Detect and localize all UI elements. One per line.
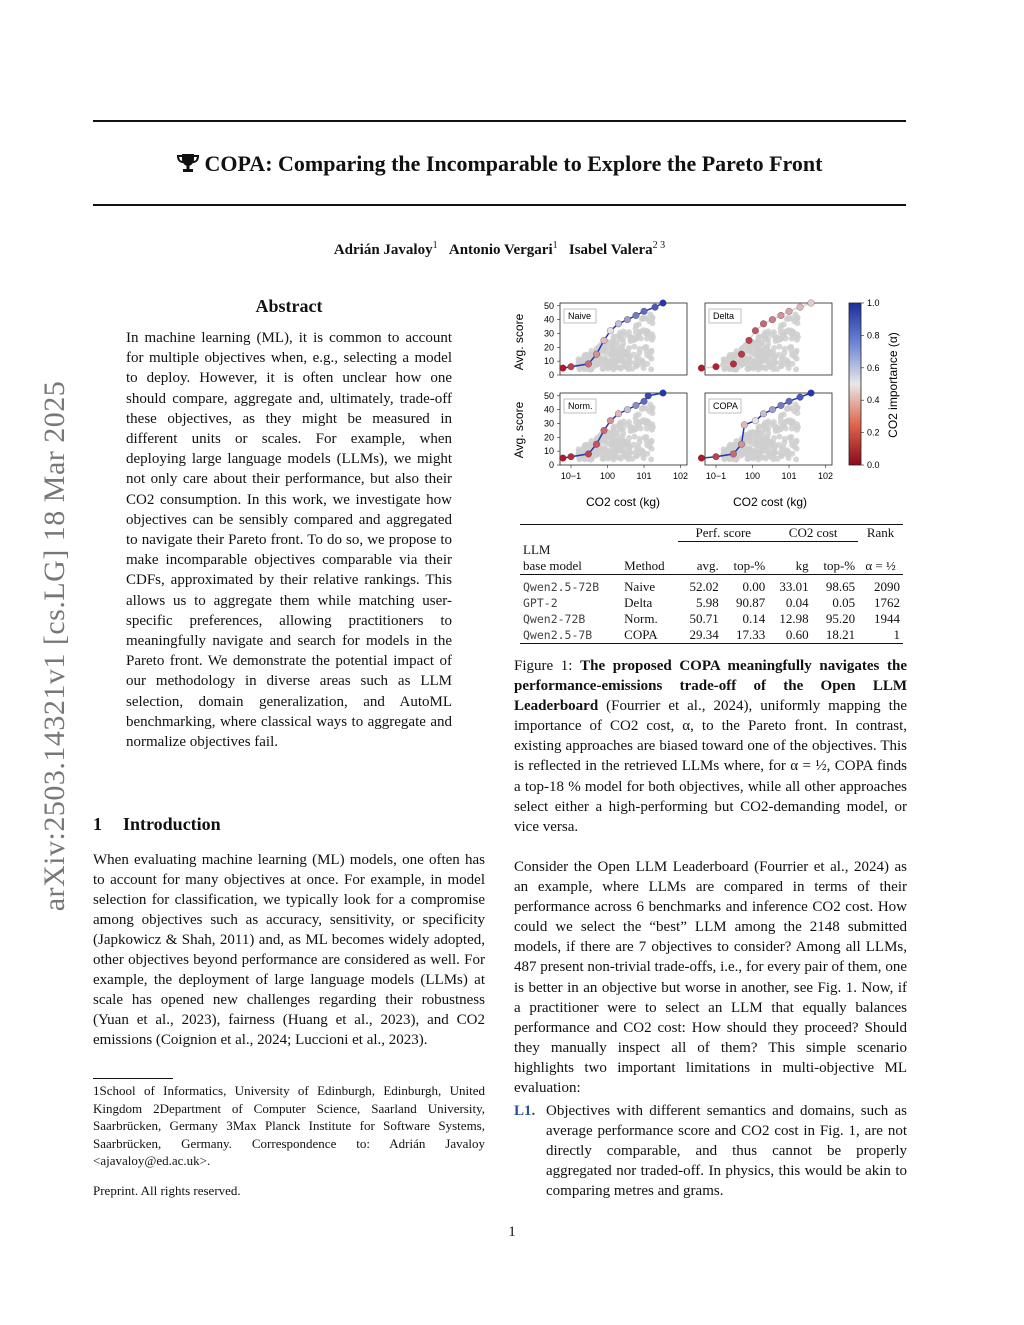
- pareto-point: [607, 327, 614, 334]
- cell-method: Delta: [624, 595, 653, 610]
- cloud-point: [593, 453, 599, 459]
- cell-top-pct: 0.00: [742, 579, 766, 594]
- y-tick-label: 50: [543, 390, 554, 401]
- cell-rank: 1: [893, 627, 900, 642]
- author: Isabel Valera: [568, 242, 653, 258]
- cloud-point: [779, 446, 785, 452]
- table-row: [520, 611, 903, 627]
- pareto-point: [738, 351, 745, 358]
- colorbar-tick-label: 0.4: [867, 395, 880, 406]
- x-tick-label: 100: [600, 471, 616, 481]
- list-text: Objectives with different semantics and domains, such as average performance score and CO2 cost in Fig. 1, are not directly comparable, and thus cannot be properly aggregated nor traded-off. In physics, this would be akin to comparing metres and grams.: [546, 1103, 907, 1200]
- cloud-point: [774, 456, 780, 462]
- y-tick-label: 50: [543, 300, 554, 311]
- cloud-point: [793, 439, 799, 445]
- preprint-notice: Preprint. All rights reserved.: [93, 1183, 241, 1198]
- body-paragraph: Consider the Open LLM Leaderboard (Fourrier et al., 2024) as an example, where LLMs are compared in terms of their performance across 6 benchmarks and inference CO2 cost. How could we select the “best” LLM among the 2148 submitted models, if there are 7 objectives to consider? Among all LLMs, 487 present non-trivial trade-offs, i.e., for every pair of them, one is better in an objective but worse in another, see Fig. 1. Now, if a practitioner were to select an LLM that equally balances performance and CO2 cost: How should they proceed? Should they manually inspect all of them? This simple scenario highlights two important limitations in multi-objective ML evaluation:: [514, 859, 907, 1097]
- pareto-point: [786, 398, 793, 405]
- pareto-point: [752, 327, 759, 334]
- pareto-point: [633, 312, 640, 319]
- cloud-point: [619, 434, 625, 440]
- pareto-point: [601, 337, 608, 344]
- cloud-point: [794, 320, 800, 326]
- cloud-point: [774, 335, 780, 341]
- pareto-point: [593, 441, 600, 448]
- cloud-point: [794, 410, 800, 416]
- pareto-point: [778, 402, 785, 409]
- cloud-point: [637, 419, 643, 425]
- cloud-point: [650, 405, 656, 411]
- cell-top-pct: 0.14: [742, 611, 766, 626]
- colorbar-tick-label: 0.6: [867, 362, 880, 373]
- pareto-point: [615, 320, 622, 327]
- author-affiliation: 1: [432, 240, 438, 251]
- cloud-point: [763, 426, 769, 432]
- cloud-point: [793, 456, 799, 462]
- caption-bold: The proposed COPA meaningfully navigates the performance-emissions trade-off of the Open LLM Leaderboard: [514, 658, 908, 715]
- cloud-point: [649, 410, 655, 416]
- cell-model: Qwen2.5-72B: [523, 580, 600, 594]
- cloud-point: [631, 434, 637, 440]
- table-row: [520, 595, 903, 611]
- cloud-point: [629, 335, 635, 341]
- cloud-point: [643, 421, 649, 427]
- cloud-point: [639, 316, 645, 322]
- x-tick-label: 10−1: [705, 471, 727, 481]
- pareto-point: [568, 363, 575, 370]
- cell-top-pct: 18.21: [825, 627, 856, 642]
- arxiv-identifier[interactable]: arXiv:2503.14321v1 [cs.LG] 18 Mar 2025: [38, 380, 71, 912]
- cloud-point: [779, 356, 785, 362]
- header-alpha: α = ½: [865, 558, 896, 573]
- pareto-point: [568, 453, 575, 460]
- pareto-point: [698, 365, 705, 372]
- cell-method: COPA: [624, 627, 658, 642]
- pareto-point: [808, 390, 815, 397]
- pareto-point: [645, 392, 652, 399]
- author-list: [93, 240, 906, 259]
- cloud-point: [745, 448, 751, 454]
- pareto-point: [730, 451, 737, 458]
- cloud-point: [618, 426, 624, 432]
- pareto-point: [797, 394, 804, 401]
- paper-title: [93, 151, 906, 177]
- cloud-point: [767, 362, 773, 368]
- cell-model: GPT-2: [523, 596, 558, 610]
- pareto-point: [713, 453, 720, 460]
- cloud-point: [782, 419, 788, 425]
- cloud-point: [776, 434, 782, 440]
- panel-label: Norm.: [568, 401, 593, 411]
- colorbar-label: CO2 importance (α): [886, 332, 900, 438]
- cloud-point: [763, 445, 769, 451]
- x-tick-label: 102: [818, 471, 834, 481]
- pareto-point: [778, 312, 785, 319]
- cloud-point: [618, 336, 624, 342]
- cloud-point: [605, 359, 611, 365]
- cell-rank: 1762: [874, 595, 900, 610]
- cloud-point: [750, 359, 756, 365]
- pareto-point: [808, 300, 815, 307]
- cloud-point: [640, 362, 646, 368]
- cloud-point: [610, 456, 616, 462]
- cloud-point: [781, 350, 787, 356]
- pareto-point: [593, 351, 600, 358]
- cloud-point: [781, 440, 787, 446]
- cell-kg: 33.01: [779, 579, 809, 594]
- cloud-point: [763, 336, 769, 342]
- cell-top-pct: 0.05: [832, 595, 856, 610]
- cloud-point: [619, 344, 625, 350]
- x-tick-label: 101: [636, 471, 652, 481]
- y-axis-label: Avg. score: [512, 313, 526, 371]
- abstract-text: In machine learning (ML), it is common to account for multiple objectives when, e.g., selecting a model to deploy. However, it is often unclear how one should compare, aggregate and, ultimately, trade-off these objectives, as they might be measured in different units or scales. For example, when deploying large language models (LLMs), we might not only care about their performance, but also their CO2 consumption. In this work, we investigate how objectives can be sensibly compared and aggregated to navigate their Pareto front. To do so, we propose to make incomparable objectives comparable via their CDFs, approximated by their relative rankings. This allows us to aggregate them while matching user-specific preferences, allowing practitioners to meaningfully navigate and search for models in the Pareto front. We demonstrate the potential impact of our methodology in diverse areas such as LLM selection, domain generalization, and AutoML benchmarking, where classical ways to aggregate and normalize objectives fail.: [126, 330, 452, 751]
- table-header-row: [520, 542, 903, 559]
- cell-avg: 52.02: [689, 579, 719, 594]
- cloud-point: [600, 448, 606, 454]
- pareto-point: [641, 308, 648, 315]
- cloud-point: [627, 444, 633, 450]
- pareto-point: [698, 455, 705, 462]
- top-rule: [93, 120, 906, 122]
- cloud-point: [764, 344, 770, 350]
- y-tick-label: 10: [543, 446, 554, 457]
- header-method: Method: [624, 558, 665, 573]
- pareto-point: [652, 304, 659, 311]
- pareto-point: [560, 455, 567, 462]
- cloud-point: [639, 406, 645, 412]
- panel-label: Naive: [568, 311, 592, 321]
- cell-kg: 0.60: [785, 627, 809, 642]
- cloud-point: [622, 452, 628, 458]
- cell-kg: 12.98: [779, 611, 809, 626]
- y-tick-label: 20: [543, 432, 554, 443]
- x-tick-label: 102: [673, 471, 689, 481]
- pareto-point: [560, 365, 567, 372]
- title-text: COPA: Comparing the Incomparable to Explore the Pareto Front: [204, 151, 823, 176]
- cloud-point: [747, 347, 753, 353]
- y-tick-label: 0: [548, 460, 554, 470]
- results-table: [520, 524, 903, 644]
- x-tick-label: 100: [745, 471, 761, 481]
- cloud-point: [600, 358, 606, 364]
- author: Antonio Vergari: [448, 242, 553, 258]
- header-perf-score: Perf. score: [678, 525, 768, 542]
- header-kg: kg: [795, 558, 809, 573]
- cell-avg: 50.71: [689, 611, 719, 626]
- y-axis-label: Avg. score: [512, 401, 526, 459]
- caption-label: Figure 1:: [514, 658, 573, 674]
- cloud-point: [643, 331, 649, 337]
- pareto-point: [752, 417, 759, 424]
- pareto-point: [746, 337, 753, 344]
- affiliations-footnote: 1School of Informatics, University of Edinburgh, Edinburgh, United Kingdom 2Department of Computer Science, Saarland University, Saarbrücken, Germany 3Max Planck Institute for Software Systems, Saarbrücken, Germany. Correspondence to: Adrián Javaloy <ajavaloy@ed.ac.uk>.: [93, 1083, 485, 1168]
- cloud-point: [636, 440, 642, 446]
- y-tick-label: 30: [543, 328, 554, 339]
- colorbar-tick-label: 1.0: [867, 298, 880, 308]
- pareto-point: [738, 441, 745, 448]
- panel-naive: [544, 300, 687, 380]
- pareto-point: [760, 410, 767, 417]
- cloud-point: [593, 363, 599, 369]
- pareto-point: [607, 417, 614, 424]
- cloud-point: [774, 425, 780, 431]
- pareto-point: [585, 361, 592, 368]
- cloud-point: [772, 444, 778, 450]
- caption-text: (Fourrier et al., 2024), uniformly mapping the importance of CO2 cost, α, to the Pareto front. In contrast, existing approaches are biased toward one of the objectives. This is reflected in the retrieved LLMs where, for α = ½, COPA finds a top-18 % model for both objectives, while all other approaches select either a high-performing but CO2-demanding model, or vice versa.: [514, 698, 907, 835]
- cloud-point: [576, 366, 582, 372]
- cloud-point: [755, 456, 761, 462]
- cloud-point: [648, 349, 654, 355]
- pareto-point: [786, 308, 793, 315]
- cell-top-pct: 98.65: [825, 579, 856, 594]
- cell-model: Qwen2.5-7B: [523, 628, 593, 642]
- cloud-point: [602, 437, 608, 443]
- y-tick-label: 0: [548, 370, 554, 380]
- cloud-point: [648, 366, 654, 372]
- cloud-point: [764, 434, 770, 440]
- pareto-point: [660, 300, 667, 307]
- cloud-point: [750, 449, 756, 455]
- table-row: [520, 579, 903, 595]
- table-row: [520, 627, 903, 644]
- header-llm: LLM: [523, 541, 551, 557]
- cloud-point: [629, 456, 635, 462]
- cloud-point: [721, 456, 727, 462]
- cloud-point: [627, 354, 633, 360]
- cloud-point: [738, 453, 744, 459]
- pareto-point: [585, 451, 592, 458]
- pareto-point: [713, 363, 720, 370]
- page-number: 1: [508, 1224, 516, 1240]
- table-subheader-row: [520, 558, 903, 575]
- cloud-point: [634, 446, 640, 452]
- cell-top-pct: 90.87: [735, 595, 766, 610]
- cloud-point: [650, 315, 656, 321]
- cloud-point: [774, 366, 780, 372]
- colorbar: [849, 303, 861, 465]
- pareto-point: [633, 402, 640, 409]
- cell-avg: 5.98: [695, 595, 719, 610]
- author-affiliation: 1: [552, 240, 558, 251]
- footnote-rule: [93, 1078, 173, 1079]
- author: Adrián Javaloy: [333, 242, 433, 258]
- abstract-heading: Abstract: [255, 296, 323, 316]
- cloud-point: [629, 425, 635, 431]
- cloud-point: [649, 320, 655, 326]
- cloud-point: [785, 362, 791, 368]
- cloud-point: [772, 354, 778, 360]
- cloud-point: [636, 350, 642, 356]
- cell-method: Naive: [624, 579, 656, 594]
- pareto-point: [624, 406, 631, 413]
- pareto-point: [660, 390, 667, 397]
- cell-method: Norm.: [624, 611, 658, 626]
- panel-delta: [698, 300, 832, 375]
- trophy-icon: [177, 153, 199, 173]
- introduction-paragraph: When evaluating machine learning (ML) models, one often has to account for many objectives at once. For example, in model selection for classification, we typically look for a compromise among objectives such as accuracy, sensitivity, or specificity (Japkowicz & Shah, 2011) and, as ML becomes widely adopted, other objectives beyond performance are considered as well. For example, the deployment of large language models (LLMs) at scale has opened new challenges regarding their robustness (Yuan et al., 2023), fairness (Huang et al., 2023), and CO2 emissions (Coignion et al., 2024; Luccioni et al., 2023).: [93, 852, 485, 1048]
- header-co2-cost: CO2 cost: [768, 525, 858, 542]
- section-heading: [93, 814, 221, 835]
- cloud-point: [618, 445, 624, 451]
- colorbar-tick-label: 0.8: [867, 330, 880, 341]
- pareto-point: [797, 304, 804, 311]
- cloud-point: [637, 329, 643, 335]
- cloud-point: [784, 406, 790, 412]
- cloud-point: [629, 366, 635, 372]
- cloud-point: [767, 452, 773, 458]
- y-tick-label: 20: [543, 342, 554, 353]
- cloud-point: [642, 344, 648, 350]
- pareto-point: [624, 316, 631, 323]
- cell-avg: 29.34: [689, 627, 719, 642]
- x-axis-label: CO2 cost (kg): [732, 495, 808, 509]
- cloud-point: [793, 349, 799, 355]
- colorbar-tick-label: 0.2: [867, 427, 880, 438]
- y-tick-label: 40: [543, 404, 554, 415]
- cell-top-pct: 95.20: [825, 611, 856, 626]
- figure-1-chart: [505, 295, 905, 515]
- cloud-point: [610, 366, 616, 372]
- header-avg: avg.: [696, 558, 719, 573]
- cell-top-pct: 17.33: [735, 627, 766, 642]
- cloud-point: [795, 315, 801, 321]
- cloud-point: [776, 344, 782, 350]
- section-number: 1: [93, 814, 102, 834]
- cloud-point: [634, 356, 640, 362]
- x-tick-label: 101: [781, 471, 797, 481]
- panel-label: COPA: [713, 401, 738, 411]
- header-top-pct: top-%: [733, 558, 766, 573]
- limitation-list-item: [514, 1101, 907, 1201]
- panel-norm: [544, 390, 688, 481]
- cloud-point: [642, 434, 648, 440]
- y-tick-label: 30: [543, 418, 554, 429]
- x-axis-label: CO2 cost (kg): [585, 495, 661, 509]
- cloud-point: [782, 329, 788, 335]
- cloud-point: [787, 344, 793, 350]
- cloud-point: [745, 358, 751, 364]
- y-tick-label: 40: [543, 314, 554, 325]
- cloud-point: [576, 456, 582, 462]
- cloud-point: [787, 434, 793, 440]
- cell-rank: 2090: [874, 579, 900, 594]
- cloud-point: [795, 405, 801, 411]
- author-affiliation: 2 3: [652, 240, 666, 251]
- cloud-point: [640, 452, 646, 458]
- header-base-model: base model: [523, 558, 582, 573]
- cloud-point: [784, 316, 790, 322]
- cloud-point: [738, 363, 744, 369]
- cloud-point: [648, 439, 654, 445]
- pareto-point: [730, 361, 737, 368]
- header-top-pct: top-%: [823, 558, 856, 573]
- y-tick-label: 10: [543, 356, 554, 367]
- cloud-point: [605, 449, 611, 455]
- cell-model: Qwen2-72B: [523, 612, 586, 626]
- pareto-point: [769, 406, 776, 413]
- pareto-point: [601, 427, 608, 434]
- section-title: Introduction: [123, 814, 221, 834]
- pareto-point: [769, 316, 776, 323]
- table-group-header-row: [520, 525, 903, 542]
- bottom-rule: [93, 204, 906, 206]
- panel-label: Delta: [713, 311, 735, 321]
- cloud-point: [602, 347, 608, 353]
- cell-kg: 0.04: [785, 595, 809, 610]
- pareto-point: [741, 422, 748, 429]
- cloud-point: [648, 456, 654, 462]
- cloud-point: [788, 421, 794, 427]
- cloud-point: [747, 437, 753, 443]
- cloud-point: [763, 355, 769, 361]
- pareto-point: [641, 398, 648, 405]
- pareto-point: [615, 410, 622, 417]
- cloud-point: [788, 331, 794, 337]
- cloud-point: [785, 452, 791, 458]
- cloud-point: [618, 355, 624, 361]
- cloud-point: [721, 366, 727, 372]
- cloud-point: [622, 362, 628, 368]
- panel-copa: [698, 390, 833, 481]
- cloud-point: [755, 366, 761, 372]
- colorbar-tick-label: 0.0: [867, 460, 880, 470]
- x-tick-label: 10−1: [560, 471, 582, 481]
- header-rank: Rank: [866, 525, 895, 541]
- list-label[interactable]: L1.: [514, 1103, 536, 1119]
- cell-rank: 1944: [874, 611, 900, 626]
- figure-caption: [514, 656, 907, 837]
- cloud-point: [793, 366, 799, 372]
- pareto-point: [760, 320, 767, 327]
- cloud-point: [631, 344, 637, 350]
